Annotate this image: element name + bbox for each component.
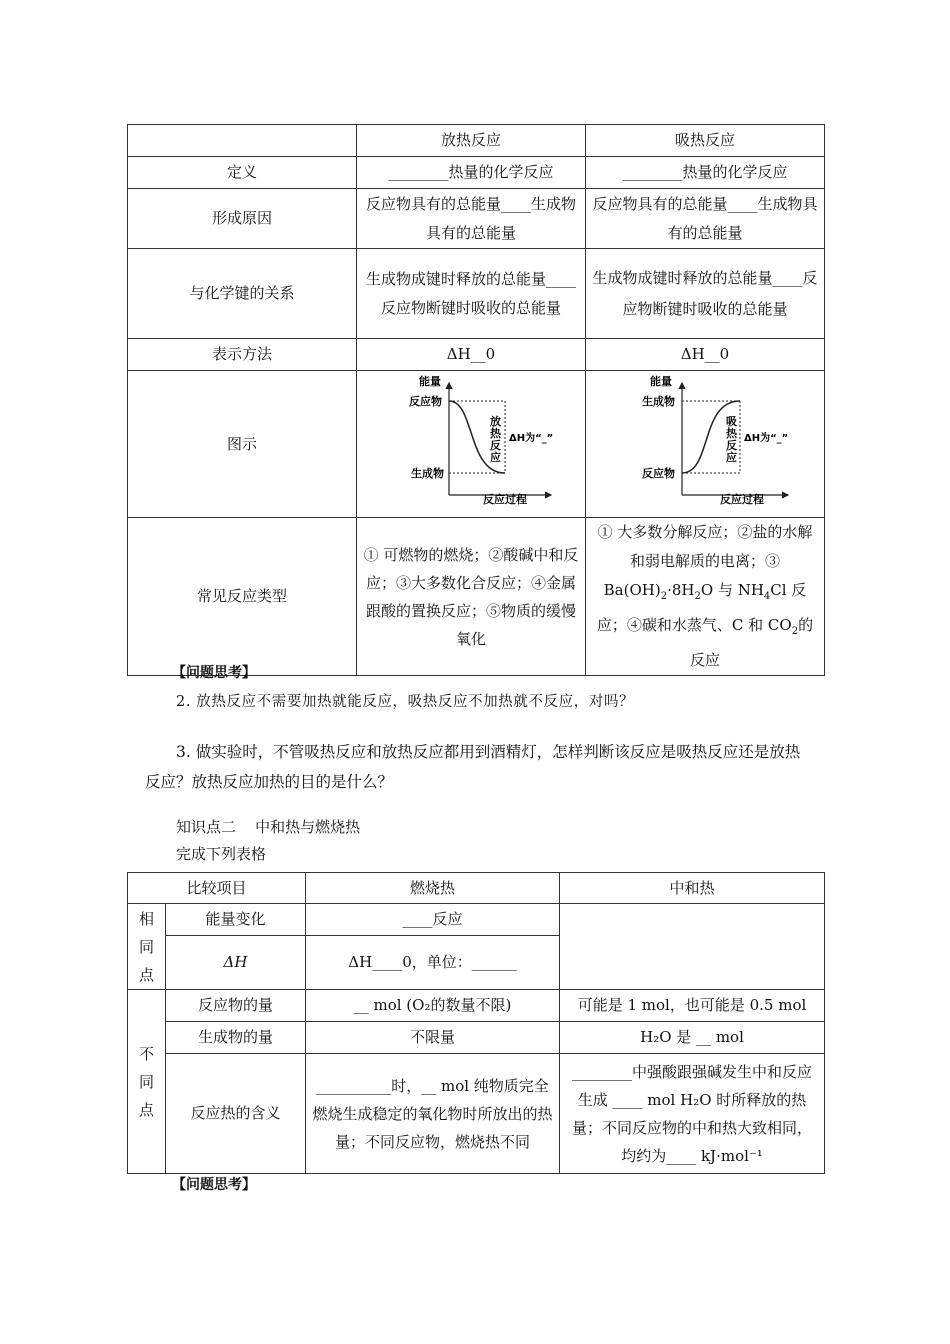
endo-top-label: 生成物 — [642, 395, 675, 408]
row-label-notation: 表示方法 — [128, 339, 357, 371]
combustion-neutralization-table — [127, 872, 825, 1174]
endo-vertical-2: 热 — [726, 427, 737, 440]
table2-header-neutral: 中和热 — [560, 873, 825, 904]
table1-header-blank — [128, 125, 357, 157]
exothermic-energy-diagram — [371, 371, 571, 507]
diff-label: 不同点 — [128, 990, 166, 1174]
endo-sub-3: 4 — [763, 591, 771, 602]
endo-ylabel: 能量 — [650, 375, 672, 388]
exo-ylabel: 能量 — [419, 375, 441, 388]
endo-sub-4: 2 — [791, 626, 799, 637]
row-label-cause: 形成原因 — [128, 189, 357, 249]
endo-vertical-1: 吸 — [726, 415, 737, 428]
question-3: 3. 做实验时，不管吸热反应和放热反应都用到酒精灯，怎样判断该反应是吸热反应还是放热反应？放热反应加热的目的是什么？ — [145, 743, 801, 791]
exo-endo-table — [127, 124, 825, 676]
meaning-label: 反应热的含义 — [166, 1054, 306, 1174]
exo-top-label: 反应物 — [409, 395, 442, 408]
exo-xlabel: 反应过程 — [483, 493, 527, 506]
endo-bottom-label: 反应物 — [642, 467, 675, 480]
exo-bottom-label: 生成物 — [411, 467, 444, 480]
endo-xlabel: 反应过程 — [720, 493, 764, 506]
product-combustion: 不限量 — [306, 1022, 560, 1054]
endo-notation: ΔH__0 — [586, 339, 825, 371]
endo-sub-2: 2 — [694, 591, 701, 602]
exo-cause: 反应物具有的总能量____生成物具有的总能量 — [357, 189, 586, 249]
endo-definition: ________热量的化学反应 — [586, 157, 825, 189]
section2-title: 知识点二 中和热与燃烧热 — [176, 818, 361, 836]
section2-subtitle: 完成下列表格 — [176, 845, 267, 863]
exo-delta-label: ΔH为“_” — [509, 433, 554, 444]
endo-types-line2b: ·8H — [667, 581, 695, 599]
reactant-neutral: 可能是 1 mol，也可能是 0.5 mol — [560, 990, 825, 1022]
product-label: 生成物的量 — [166, 1022, 306, 1054]
question-heading-1: 【问题思考】 — [172, 665, 256, 681]
meaning-combustion: __________时，__ mol 纯物质完全燃烧生成稳定的氧化物时所放出的热量；不同反应物，燃烧热不同 — [306, 1054, 560, 1174]
exo-vertical-3: 反 — [490, 439, 501, 452]
table2-header-combustion: 燃烧热 — [306, 873, 560, 904]
exo-bond: 生成物成键时释放的总能量____反应物断键时吸收的总能量 — [357, 249, 586, 339]
exo-vertical-1: 放 — [490, 415, 501, 428]
endo-vertical-4: 应 — [726, 451, 737, 464]
endo-diagram-cell — [586, 371, 825, 518]
exo-definition: ________热量的化学反应 — [357, 157, 586, 189]
reactant-label: 反应物的量 — [166, 990, 306, 1022]
question-heading-2: 【问题思考】 — [172, 1177, 256, 1193]
endo-vertical-3: 反 — [726, 439, 737, 452]
exo-vertical-2: 热 — [490, 427, 501, 440]
row-label-diagram: 图示 — [128, 371, 357, 518]
meaning-neutral: ________中强酸跟强碱发生中和反应生成 ____ mol H₂O 时所释放的热量；不同反应物的中和热大致相同，均约为____ kJ·mol⁻¹ — [560, 1054, 825, 1174]
exo-notation: ΔH__0 — [357, 339, 586, 371]
endo-cause: 反应物具有的总能量____生成物具有的总能量 — [586, 189, 825, 249]
dh-label: ΔH — [166, 936, 306, 990]
product-neutral: H₂O 是 __ mol — [560, 1022, 825, 1054]
endo-types-line2c: O 与 NH — [700, 581, 764, 599]
energy-change-value: ____反应 — [306, 904, 560, 936]
row-label-definition: 定义 — [128, 157, 357, 189]
endo-types-line2d: Cl 反应；④碳和水蒸气、C 和 CO — [596, 581, 807, 634]
table1-header-endo: 吸热反应 — [586, 125, 825, 157]
endo-bond: 生成物成键时释放的总能量____反应物断键时吸收的总能量 — [586, 249, 825, 339]
energy-change-label: 能量变化 — [166, 904, 306, 936]
dh-value: ΔH____0，单位：______ — [306, 936, 560, 990]
exo-vertical-4: 应 — [490, 451, 501, 464]
row-label-types: 常见反应类型 — [128, 518, 357, 676]
reactant-combustion: __ mol (O₂的数量不限) — [306, 990, 560, 1022]
question-2: 2. 放热反应不需要加热就能反应，吸热反应不加热就不反应，对吗？ — [176, 694, 635, 710]
endo-types-line2e: 的反应 — [689, 616, 814, 669]
exo-diagram-cell — [357, 371, 586, 518]
endo-sub-1: 2 — [660, 591, 668, 602]
table2-header-item: 比较项目 — [128, 873, 306, 904]
endothermic-energy-diagram — [600, 371, 810, 507]
endo-types-line1: ① 大多数分解反应；②盐的水解和弱电解质的电离； — [597, 523, 813, 570]
endo-delta-label: ΔH为“_” — [744, 433, 789, 444]
neutral-same-blank — [560, 904, 825, 990]
exo-types: ① 可燃物的燃烧；②酸碱中和反应；③大多数化合反应；④金属跟酸的置换反应；⑤物质的缓慢氧化 — [357, 518, 586, 676]
same-label: 相同点 — [128, 904, 166, 990]
table1-header-exo: 放热反应 — [357, 125, 586, 157]
row-label-bond: 与化学键的关系 — [128, 249, 357, 339]
endo-types — [586, 518, 825, 676]
endo-types-line2: ③ Ba(OH) — [603, 552, 781, 599]
